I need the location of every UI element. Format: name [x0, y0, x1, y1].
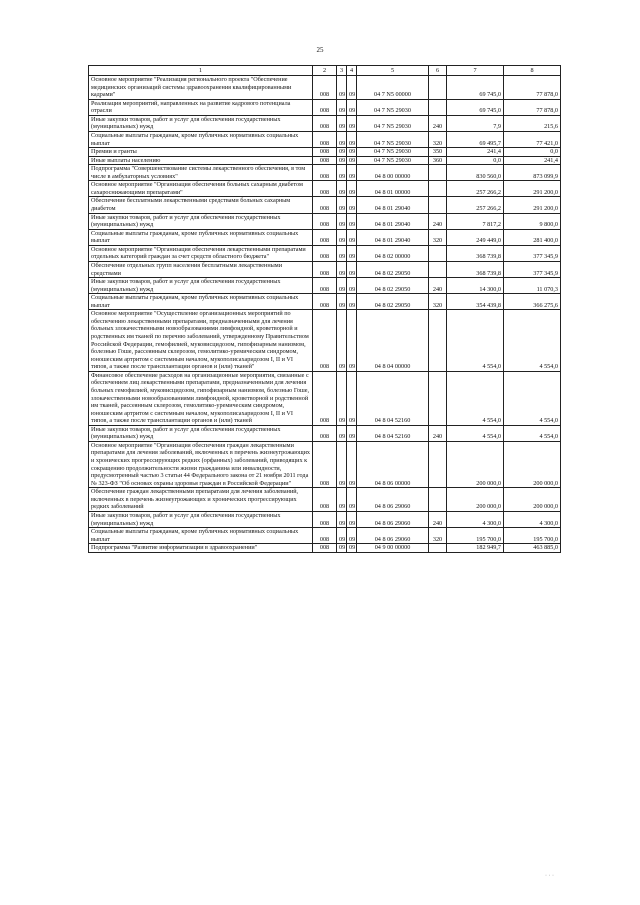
subsection-code-cell: 09: [347, 165, 357, 181]
item-name-cell: Основное мероприятие "Организация обеспечения лекарственными препаратами отдельных категорий граждан за счет средств областного бюджета": [89, 245, 313, 261]
target-item-cell: 04 8 06 29060: [357, 528, 429, 544]
expense-type-cell: 320: [429, 131, 447, 147]
subsection-code-cell: 09: [347, 294, 357, 310]
subsection-code-cell: 09: [347, 371, 357, 425]
table-row: [89, 528, 561, 544]
header-cell: 8: [504, 66, 561, 76]
ministry-code-cell: 008: [313, 213, 337, 229]
target-item-cell: 04 7 N5 29030: [357, 148, 429, 157]
amount-year1-cell: 7,9: [447, 115, 504, 131]
ministry-code-cell: 008: [313, 229, 337, 245]
table-row: [89, 76, 561, 100]
item-name-cell: Социальные выплаты гражданам, кроме публичных нормативных социальных выплат: [89, 294, 313, 310]
item-name-cell: Иные закупки товаров, работ и услуг для обеспечения государственных (муниципальных) нужд: [89, 115, 313, 131]
amount-year1-cell: 195 700,0: [447, 528, 504, 544]
item-name-cell: Обеспечение бесплатными лекарственными средствами больных сахарным диабетом: [89, 197, 313, 213]
amount-year2-cell: 377 345,9: [504, 245, 561, 261]
section-code-cell: 09: [337, 441, 347, 487]
section-code-cell: 09: [337, 278, 347, 294]
target-item-cell: 04 8 06 00000: [357, 441, 429, 487]
section-code-cell: 09: [337, 544, 347, 553]
item-name-cell: Обеспечение граждан лекарственными препаратами для лечения заболеваний, включенных в перечень жизнеугрожающих и хронических прогрессирующих редких заболеваний: [89, 488, 313, 512]
ministry-code-cell: 008: [313, 165, 337, 181]
subsection-code-cell: 09: [347, 245, 357, 261]
amount-year2-cell: 4 554,0: [504, 310, 561, 372]
table-row: [89, 371, 561, 425]
ministry-code-cell: 008: [313, 76, 337, 100]
table-row: [89, 245, 561, 261]
item-name-cell: Финансовое обеспечение расходов на организационные мероприятия, связанные с обеспечением лиц лекарственными препаратами, предназначенными для лечения больных гемофилией, муковисцидозом, гипофизарным нанизмом, болезнью Гоше, злокачественными новообразованиями лимфоидной, кроветворной и родственной им тканей, рассеянным склерозом, гемолитико-уремическим синдромом, юношеским артритом с системным началом, мукополисахаридозом I, II и VI типов, а также после трансплантации органов и (или) тканей: [89, 371, 313, 425]
item-name-cell: Обеспечение отдельных групп населения бесплатными лекарственными средствами: [89, 261, 313, 277]
section-code-cell: 09: [337, 528, 347, 544]
section-code-cell: 09: [337, 245, 347, 261]
expense-type-cell: 240: [429, 213, 447, 229]
amount-year1-cell: 4 554,0: [447, 371, 504, 425]
target-item-cell: 04 7 N5 00000: [357, 76, 429, 100]
subsection-code-cell: 09: [347, 76, 357, 100]
amount-year2-cell: 9 800,0: [504, 213, 561, 229]
expense-type-cell: [429, 261, 447, 277]
expense-type-cell: [429, 310, 447, 372]
header-cell: 4: [347, 66, 357, 76]
section-code-cell: 09: [337, 310, 347, 372]
amount-year1-cell: 14 300,0: [447, 278, 504, 294]
subsection-code-cell: 09: [347, 511, 357, 527]
section-code-cell: 09: [337, 76, 347, 100]
subsection-code-cell: 09: [347, 425, 357, 441]
amount-year2-cell: 463 885,0: [504, 544, 561, 553]
target-item-cell: 04 8 01 29040: [357, 197, 429, 213]
header-cell: 2: [313, 66, 337, 76]
item-name-cell: Иные закупки товаров, работ и услуг для обеспечения государственных (муниципальных) нужд: [89, 278, 313, 294]
amount-year2-cell: 4 300,0: [504, 511, 561, 527]
target-item-cell: 04 7 N5 29030: [357, 115, 429, 131]
ministry-code-cell: 008: [313, 156, 337, 165]
item-name-cell: Основное мероприятие "Осуществление организационных мероприятий по обеспечению лекарственными препаратами, предназначенными для лечения больных злокачественными новообразованиями лимфоидной, кроветворной и родственных им тканей по перечню заболеваний, утвержденному Правительством Российской Федерации, гемофилией, муковисцидозом, гипофизарным нанизмом, болезнью Гоше, рассеянным склерозом, гемолитико-уремическим синдромом, юношеским артритом с системным началом, мукополисахаридозом I, II и VI типов, а также после трансплантации органов и (или) тканей": [89, 310, 313, 372]
table-row: [89, 294, 561, 310]
target-item-cell: 04 8 02 29050: [357, 278, 429, 294]
amount-year2-cell: 377 345,9: [504, 261, 561, 277]
amount-year1-cell: 368 739,8: [447, 261, 504, 277]
table-row: [89, 441, 561, 487]
amount-year1-cell: 7 817,2: [447, 213, 504, 229]
target-item-cell: 04 8 02 00000: [357, 245, 429, 261]
item-name-cell: Основное мероприятие "Организация обеспечения граждан лекарственными препаратами для лечения заболеваний, включенных в перечень жизнеугрожающих и хронических прогрессирующих редких (орфанных) заболеваний, приводящих к сокращению продолжительности жизни гражданина или инвалидности, предусмотренный частью 3 статьи 44 Федерального закона от 21 ноября 2011 года № 323-ФЗ "Об основах охраны здоровья граждан в Российской Федерации": [89, 441, 313, 487]
expense-type-cell: 320: [429, 528, 447, 544]
target-item-cell: 04 8 01 29040: [357, 229, 429, 245]
header-cell: 1: [89, 66, 313, 76]
expense-type-cell: [429, 99, 447, 115]
expense-type-cell: [429, 441, 447, 487]
item-name-cell: Подпрограмма "Совершенствование системы лекарственного обеспечения, в том числе в амбулаторных условиях": [89, 165, 313, 181]
subsection-code-cell: 09: [347, 441, 357, 487]
amount-year2-cell: 77 421,0: [504, 131, 561, 147]
expense-type-cell: [429, 181, 447, 197]
table-row: [89, 278, 561, 294]
header-cell: 6: [429, 66, 447, 76]
target-item-cell: 04 8 00 00000: [357, 165, 429, 181]
amount-year1-cell: 69 495,7: [447, 131, 504, 147]
subsection-code-cell: 09: [347, 197, 357, 213]
expense-type-cell: 360: [429, 156, 447, 165]
table-row: [89, 310, 561, 372]
ministry-code-cell: 008: [313, 528, 337, 544]
section-code-cell: 09: [337, 371, 347, 425]
amount-year2-cell: 4 554,0: [504, 425, 561, 441]
subsection-code-cell: 09: [347, 229, 357, 245]
header-cell: 3: [337, 66, 347, 76]
amount-year1-cell: 830 560,0: [447, 165, 504, 181]
section-code-cell: 09: [337, 148, 347, 157]
amount-year1-cell: 182 949,7: [447, 544, 504, 553]
ministry-code-cell: 008: [313, 261, 337, 277]
ministry-code-cell: 008: [313, 544, 337, 553]
amount-year1-cell: 257 266,2: [447, 181, 504, 197]
amount-year1-cell: 69 745,0: [447, 76, 504, 100]
section-code-cell: 09: [337, 229, 347, 245]
section-code-cell: 09: [337, 165, 347, 181]
expense-type-cell: [429, 197, 447, 213]
target-item-cell: 04 8 02 29050: [357, 294, 429, 310]
target-item-cell: 04 7 N5 29030: [357, 131, 429, 147]
target-item-cell: 04 8 04 52160: [357, 371, 429, 425]
expense-type-cell: [429, 488, 447, 512]
ministry-code-cell: 008: [313, 181, 337, 197]
table-row: [89, 229, 561, 245]
expense-type-cell: [429, 76, 447, 100]
ministry-code-cell: 008: [313, 310, 337, 372]
item-name-cell: Социальные выплаты гражданам, кроме публичных нормативных социальных выплат: [89, 229, 313, 245]
ministry-code-cell: 008: [313, 197, 337, 213]
item-name-cell: Иные выплаты населению: [89, 156, 313, 165]
amount-year2-cell: 873 099,9: [504, 165, 561, 181]
ministry-code-cell: 008: [313, 148, 337, 157]
table-row: [89, 261, 561, 277]
section-code-cell: 09: [337, 511, 347, 527]
item-name-cell: Социальные выплаты гражданам, кроме публичных нормативных социальных выплат: [89, 528, 313, 544]
table-row: [89, 165, 561, 181]
section-code-cell: 09: [337, 425, 347, 441]
amount-year1-cell: 241,4: [447, 148, 504, 157]
section-code-cell: 09: [337, 115, 347, 131]
scan-mark: · · ·: [545, 873, 554, 879]
target-item-cell: 04 8 04 00000: [357, 310, 429, 372]
subsection-code-cell: 09: [347, 213, 357, 229]
amount-year2-cell: 281 400,0: [504, 229, 561, 245]
ministry-code-cell: 008: [313, 441, 337, 487]
amount-year2-cell: 366 275,6: [504, 294, 561, 310]
subsection-code-cell: 09: [347, 181, 357, 197]
header-cell: 7: [447, 66, 504, 76]
item-name-cell: Иные закупки товаров, работ и услуг для обеспечения государственных (муниципальных) нужд: [89, 213, 313, 229]
item-name-cell: Социальные выплаты гражданам, кроме публичных нормативных социальных выплат: [89, 131, 313, 147]
amount-year2-cell: 4 554,0: [504, 371, 561, 425]
subsection-code-cell: 09: [347, 156, 357, 165]
amount-year2-cell: 77 878,0: [504, 76, 561, 100]
item-name-cell: Основное мероприятие "Организация обеспечения больных сахарным диабетом сахароснижающими препаратами": [89, 181, 313, 197]
ministry-code-cell: 008: [313, 278, 337, 294]
expense-type-cell: 320: [429, 294, 447, 310]
subsection-code-cell: 09: [347, 544, 357, 553]
expense-type-cell: [429, 165, 447, 181]
amount-year2-cell: 11 070,3: [504, 278, 561, 294]
ministry-code-cell: 008: [313, 131, 337, 147]
table-row: [89, 156, 561, 165]
section-code-cell: 09: [337, 261, 347, 277]
table-row: [89, 544, 561, 553]
amount-year2-cell: 0,0: [504, 148, 561, 157]
target-item-cell: 04 8 06 29060: [357, 488, 429, 512]
subsection-code-cell: 09: [347, 488, 357, 512]
expense-type-cell: 320: [429, 229, 447, 245]
section-code-cell: 09: [337, 197, 347, 213]
subsection-code-cell: 09: [347, 261, 357, 277]
subsection-code-cell: 09: [347, 528, 357, 544]
table-row: [89, 99, 561, 115]
ministry-code-cell: 008: [313, 488, 337, 512]
table-row: [89, 511, 561, 527]
expense-type-cell: 240: [429, 425, 447, 441]
expense-type-cell: [429, 245, 447, 261]
expense-type-cell: 240: [429, 511, 447, 527]
table-row: [89, 425, 561, 441]
section-code-cell: 09: [337, 156, 347, 165]
item-name-cell: Реализация мероприятий, направленных на развитие кадрового потенциала отрасли: [89, 99, 313, 115]
table-row: [89, 197, 561, 213]
section-code-cell: 09: [337, 181, 347, 197]
amount-year2-cell: 215,6: [504, 115, 561, 131]
subsection-code-cell: 09: [347, 99, 357, 115]
item-name-cell: Подпрограмма "Развитие информатизации в здравоохранении": [89, 544, 313, 553]
amount-year2-cell: 291 200,0: [504, 181, 561, 197]
table-row: [89, 213, 561, 229]
expense-type-cell: 350: [429, 148, 447, 157]
header-cell: 5: [357, 66, 429, 76]
section-code-cell: 09: [337, 213, 347, 229]
amount-year1-cell: 368 739,8: [447, 245, 504, 261]
header-row: [89, 66, 561, 76]
expense-type-cell: 240: [429, 115, 447, 131]
ministry-code-cell: 008: [313, 115, 337, 131]
subsection-code-cell: 09: [347, 148, 357, 157]
amount-year1-cell: 4 554,0: [447, 425, 504, 441]
target-item-cell: 04 7 N5 29030: [357, 156, 429, 165]
amount-year1-cell: 200 000,0: [447, 441, 504, 487]
ministry-code-cell: 008: [313, 425, 337, 441]
amount-year2-cell: 200 000,0: [504, 441, 561, 487]
expense-type-cell: [429, 371, 447, 425]
section-code-cell: 09: [337, 294, 347, 310]
target-item-cell: 04 8 01 00000: [357, 181, 429, 197]
subsection-code-cell: 09: [347, 310, 357, 372]
amount-year1-cell: 4 554,0: [447, 310, 504, 372]
item-name-cell: Иные закупки товаров, работ и услуг для обеспечения государственных (муниципальных) нужд: [89, 511, 313, 527]
target-item-cell: 04 9 00 00000: [357, 544, 429, 553]
target-item-cell: 04 8 04 52160: [357, 425, 429, 441]
ministry-code-cell: 008: [313, 511, 337, 527]
item-name-cell: Иные закупки товаров, работ и услуг для обеспечения государственных (муниципальных) нужд: [89, 425, 313, 441]
target-item-cell: 04 8 02 29050: [357, 261, 429, 277]
amount-year1-cell: 249 449,0: [447, 229, 504, 245]
amount-year1-cell: 4 300,0: [447, 511, 504, 527]
table-row: [89, 115, 561, 131]
amount-year1-cell: 257 266,2: [447, 197, 504, 213]
section-code-cell: 09: [337, 131, 347, 147]
table-row: [89, 181, 561, 197]
target-item-cell: 04 8 01 29040: [357, 213, 429, 229]
amount-year1-cell: 200 000,0: [447, 488, 504, 512]
target-item-cell: 04 8 06 29060: [357, 511, 429, 527]
ministry-code-cell: 008: [313, 371, 337, 425]
amount-year2-cell: 291 200,0: [504, 197, 561, 213]
ministry-code-cell: 008: [313, 294, 337, 310]
amount-year2-cell: 195 700,0: [504, 528, 561, 544]
expense-type-cell: 240: [429, 278, 447, 294]
page-number: 25: [316, 46, 324, 54]
amount-year2-cell: 200 000,0: [504, 488, 561, 512]
amount-year1-cell: 0,0: [447, 156, 504, 165]
amount-year1-cell: 69 745,0: [447, 99, 504, 115]
item-name-cell: Основное мероприятие "Реализация регионального проекта "Обеспечение медицинских организаций системы здравоохранения квалифицированными кадрами": [89, 76, 313, 100]
amount-year2-cell: 241,4: [504, 156, 561, 165]
budget-table: [88, 65, 561, 553]
table-row: [89, 488, 561, 512]
amount-year2-cell: 77 878,0: [504, 99, 561, 115]
ministry-code-cell: 008: [313, 99, 337, 115]
subsection-code-cell: 09: [347, 131, 357, 147]
section-code-cell: 09: [337, 488, 347, 512]
subsection-code-cell: 09: [347, 278, 357, 294]
expense-type-cell: [429, 544, 447, 553]
section-code-cell: 09: [337, 99, 347, 115]
amount-year1-cell: 354 439,8: [447, 294, 504, 310]
ministry-code-cell: 008: [313, 245, 337, 261]
table-row: [89, 148, 561, 157]
item-name-cell: Премии и гранты: [89, 148, 313, 157]
table-row: [89, 131, 561, 147]
subsection-code-cell: 09: [347, 115, 357, 131]
target-item-cell: 04 7 N5 29030: [357, 99, 429, 115]
